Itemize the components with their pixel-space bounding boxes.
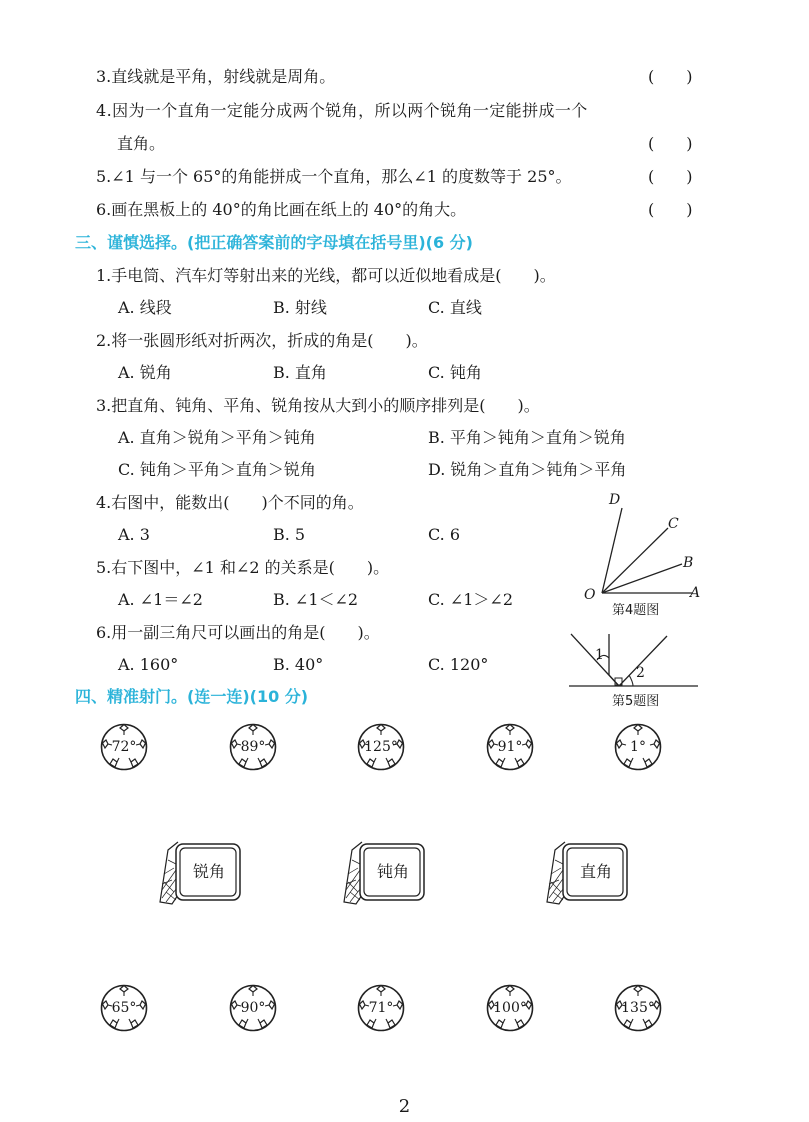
figure-4-caption: 第4题图 xyxy=(612,603,660,618)
goal-label: 直角 xyxy=(579,862,612,881)
option-c: C. 直线 xyxy=(428,298,482,317)
point-o-label: O xyxy=(584,587,596,603)
answer-paren[interactable]: ( ) xyxy=(648,167,693,186)
judge-q5: 5.∠1 与一个 65°的角能拼成一个直角，那么∠1 的度数等于 25°。 xyxy=(96,167,572,186)
choice-q6: 6.用一副三角尺可以画出的角是( )。 xyxy=(96,623,380,642)
point-c-label: C xyxy=(668,516,679,532)
option-b: B. 40° xyxy=(273,655,324,674)
soccer-ball[interactable] xyxy=(100,723,148,771)
option-c: C. 钝角 xyxy=(428,363,482,382)
judge-q3: 3.直线就是平角，射线就是周角。 xyxy=(96,67,336,86)
option-c: C. 120° xyxy=(428,655,489,674)
soccer-ball[interactable] xyxy=(100,984,148,1032)
option-b: B. 射线 xyxy=(273,298,327,317)
angle-2-label: 2 xyxy=(636,665,645,681)
ball-angle-label: 90° xyxy=(240,1000,266,1016)
soccer-ball[interactable] xyxy=(357,984,405,1032)
option-a: A. 160° xyxy=(118,655,179,674)
ball-angle-label: 72° xyxy=(111,739,137,755)
answer-paren[interactable]: ( ) xyxy=(648,200,693,219)
choice-q4: 4.右图中，能数出( )个不同的角。 xyxy=(96,493,364,512)
angle-figure-4 xyxy=(590,490,705,610)
option-c: C. 钝角＞平角＞直角＞锐角 xyxy=(118,460,316,479)
soccer-ball[interactable] xyxy=(486,984,534,1032)
judge-q6: 6.画在黑板上的 40°的角比画在纸上的 40°的角大。 xyxy=(96,200,467,219)
choice-q1: 1.手电筒、汽车灯等射出来的光线，都可以近似地看成是( )。 xyxy=(96,266,556,285)
ball-angle-label: 65° xyxy=(111,1000,137,1016)
choice-q5: 5.右下图中，∠1 和∠2 的关系是( )。 xyxy=(96,558,390,577)
point-d-label: D xyxy=(609,492,621,508)
angle-figure-5 xyxy=(565,630,700,690)
option-b: B. 5 xyxy=(273,525,306,544)
ball-angle-label: 1° xyxy=(630,739,646,755)
ball-angle-label: 91° xyxy=(497,739,523,755)
ball-angle-label: 100° xyxy=(493,1000,527,1016)
answer-paren[interactable]: ( ) xyxy=(648,134,693,153)
option-b: B. 直角 xyxy=(273,363,327,382)
soccer-ball[interactable] xyxy=(614,984,662,1032)
option-b: B. 平角＞钝角＞直角＞锐角 xyxy=(428,428,626,447)
option-a: A. ∠1＝∠2 xyxy=(118,590,203,609)
option-c: C. 6 xyxy=(428,525,461,544)
section-title-3: 三、谨慎选择。(把正确答案前的字母填在括号里)(6 分) xyxy=(75,233,473,252)
option-a: A. 直角＞锐角＞平角＞钝角 xyxy=(118,428,316,447)
soccer-ball[interactable] xyxy=(229,984,277,1032)
angle-1-label: 1 xyxy=(595,647,604,663)
point-a-label: A xyxy=(690,585,701,601)
ball-angle-label: 89° xyxy=(240,739,266,755)
goal-label: 锐角 xyxy=(192,862,225,881)
section-title-4: 四、精准射门。(连一连)(10 分) xyxy=(75,687,309,706)
choice-q3: 3.把直角、钝角、平角、锐角按从大到小的顺序排列是( )。 xyxy=(96,396,540,415)
point-b-label: B xyxy=(683,555,694,571)
judge-q4-line2: 直角。 xyxy=(117,134,166,153)
judge-q4-line1: 4.因为一个直角一定能分成两个锐角，所以两个锐角一定能拼成一个 xyxy=(96,101,588,120)
ball-angle-label: 71° xyxy=(368,1000,394,1016)
goal-right[interactable] xyxy=(545,840,629,906)
answer-paren[interactable]: ( ) xyxy=(648,67,693,86)
soccer-ball[interactable] xyxy=(357,723,405,771)
option-a: A. 锐角 xyxy=(118,363,172,382)
option-a: A. 3 xyxy=(118,525,150,544)
soccer-ball[interactable] xyxy=(614,723,662,771)
option-b: B. ∠1＜∠2 xyxy=(273,590,359,609)
option-a: A. 线段 xyxy=(118,298,172,317)
goal-label: 钝角 xyxy=(376,862,409,881)
ball-angle-label: 125° xyxy=(364,739,398,755)
goal-acute[interactable] xyxy=(158,840,242,906)
goal-obtuse[interactable] xyxy=(342,840,426,906)
soccer-ball[interactable] xyxy=(486,723,534,771)
page-number: 2 xyxy=(398,1096,411,1117)
option-d: D. 锐角＞直角＞钝角＞平角 xyxy=(428,460,627,479)
figure-5-caption: 第5题图 xyxy=(612,694,660,709)
ball-angle-label: 135° xyxy=(621,1000,655,1016)
soccer-ball[interactable] xyxy=(229,723,277,771)
choice-q2: 2.将一张圆形纸对折两次，折成的角是( )。 xyxy=(96,331,428,350)
option-c: C. ∠1＞∠2 xyxy=(428,590,514,609)
